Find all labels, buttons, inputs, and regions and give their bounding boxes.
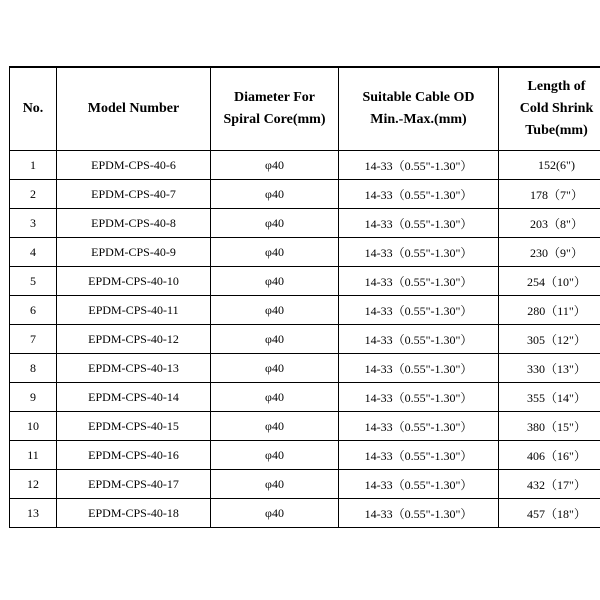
cell-tube-length: 380（15"） [499, 412, 600, 441]
cell-model-number: EPDM-CPS-40-11 [57, 296, 211, 325]
cell-diameter: φ40 [211, 209, 339, 238]
cell-tube-length: 178（7"） [499, 180, 600, 209]
cell-diameter: φ40 [211, 325, 339, 354]
cell-cable-od: 14-33（0.55"-1.30"） [339, 238, 499, 267]
table-row [10, 354, 600, 383]
cell-model-number: EPDM-CPS-40-16 [57, 441, 211, 470]
cell-model-number: EPDM-CPS-40-10 [57, 267, 211, 296]
cell-cable-od: 14-33（0.55"-1.30"） [339, 354, 499, 383]
cell-model-number: EPDM-CPS-40-12 [57, 325, 211, 354]
cell-cable-od: 14-33（0.55"-1.30"） [339, 470, 499, 499]
header-diameter-line-1: Diameter For [234, 90, 315, 105]
table-row [10, 209, 600, 238]
cell-model-number: EPDM-CPS-40-9 [57, 238, 211, 267]
cell-no: 11 [10, 441, 57, 470]
table-body [10, 151, 600, 528]
cell-model-number: EPDM-CPS-40-13 [57, 354, 211, 383]
cell-tube-length: 457（18"） [499, 499, 600, 528]
table-header [10, 67, 600, 151]
cell-tube-length: 330（13"） [499, 354, 600, 383]
cell-tube-length: 305（12"） [499, 325, 600, 354]
cell-tube-length: 152(6") [499, 151, 600, 180]
table-row [10, 296, 600, 325]
cell-no: 6 [10, 296, 57, 325]
cell-tube-length: 280（11"） [499, 296, 600, 325]
cell-cable-od: 14-33（0.55"-1.30"） [339, 209, 499, 238]
header-length-line-1: Length of [527, 79, 586, 94]
header-length-line-3: Tube(mm) [525, 123, 588, 138]
cell-cable-od: 14-33（0.55"-1.30"） [339, 296, 499, 325]
cell-model-number: EPDM-CPS-40-15 [57, 412, 211, 441]
table-row [10, 267, 600, 296]
cell-diameter: φ40 [211, 180, 339, 209]
cell-tube-length: 406（16"） [499, 441, 600, 470]
cell-diameter: φ40 [211, 354, 339, 383]
table-row [10, 180, 600, 209]
cell-no: 9 [10, 383, 57, 412]
cell-diameter: φ40 [211, 238, 339, 267]
cell-diameter: φ40 [211, 470, 339, 499]
cell-no: 4 [10, 238, 57, 267]
cell-no: 13 [10, 499, 57, 528]
header-cable-line-1: Suitable Cable OD [362, 90, 475, 105]
table-row [10, 151, 600, 180]
cell-no: 5 [10, 267, 57, 296]
cell-no: 8 [10, 354, 57, 383]
cell-diameter: φ40 [211, 267, 339, 296]
cell-cable-od: 14-33（0.55"-1.30"） [339, 412, 499, 441]
header-length-line-2: Cold Shrink [519, 101, 594, 116]
cell-no: 3 [10, 209, 57, 238]
spec-table [9, 66, 600, 528]
cell-cable-od: 14-33（0.55"-1.30"） [339, 499, 499, 528]
header-no: No. [10, 67, 57, 151]
cell-no: 7 [10, 325, 57, 354]
cell-diameter: φ40 [211, 412, 339, 441]
table-row [10, 325, 600, 354]
header-diameter-line-2: Spiral Core(mm) [223, 112, 326, 127]
cell-diameter: φ40 [211, 383, 339, 412]
header-diameter [211, 67, 339, 151]
cell-no: 2 [10, 180, 57, 209]
header-model-number: Model Number [57, 67, 211, 151]
table-row [10, 441, 600, 470]
header-tube-length [499, 67, 600, 151]
cell-diameter: φ40 [211, 296, 339, 325]
header-row [10, 67, 600, 151]
table-row [10, 238, 600, 267]
table-row [10, 499, 600, 528]
cell-cable-od: 14-33（0.55"-1.30"） [339, 383, 499, 412]
cell-tube-length: 254（10"） [499, 267, 600, 296]
cell-cable-od: 14-33（0.55"-1.30"） [339, 267, 499, 296]
cell-model-number: EPDM-CPS-40-17 [57, 470, 211, 499]
cell-cable-od: 14-33（0.55"-1.30"） [339, 180, 499, 209]
cell-tube-length: 432（17"） [499, 470, 600, 499]
cell-no: 12 [10, 470, 57, 499]
cell-cable-od: 14-33（0.55"-1.30"） [339, 441, 499, 470]
cell-diameter: φ40 [211, 499, 339, 528]
cell-model-number: EPDM-CPS-40-6 [57, 151, 211, 180]
table-row [10, 412, 600, 441]
cell-no: 1 [10, 151, 57, 180]
cell-tube-length: 203（8"） [499, 209, 600, 238]
cell-model-number: EPDM-CPS-40-7 [57, 180, 211, 209]
cell-model-number: EPDM-CPS-40-14 [57, 383, 211, 412]
header-cable-od [339, 67, 499, 151]
header-cable-line-2: Min.-Max.(mm) [370, 112, 467, 127]
table-row [10, 470, 600, 499]
cell-model-number: EPDM-CPS-40-8 [57, 209, 211, 238]
cell-tube-length: 355（14"） [499, 383, 600, 412]
cell-diameter: φ40 [211, 441, 339, 470]
cell-tube-length: 230（9"） [499, 238, 600, 267]
table-row [10, 383, 600, 412]
cell-cable-od: 14-33（0.55"-1.30"） [339, 325, 499, 354]
cell-no: 10 [10, 412, 57, 441]
cell-model-number: EPDM-CPS-40-18 [57, 499, 211, 528]
cell-cable-od: 14-33（0.55"-1.30"） [339, 151, 499, 180]
cell-diameter: φ40 [211, 151, 339, 180]
